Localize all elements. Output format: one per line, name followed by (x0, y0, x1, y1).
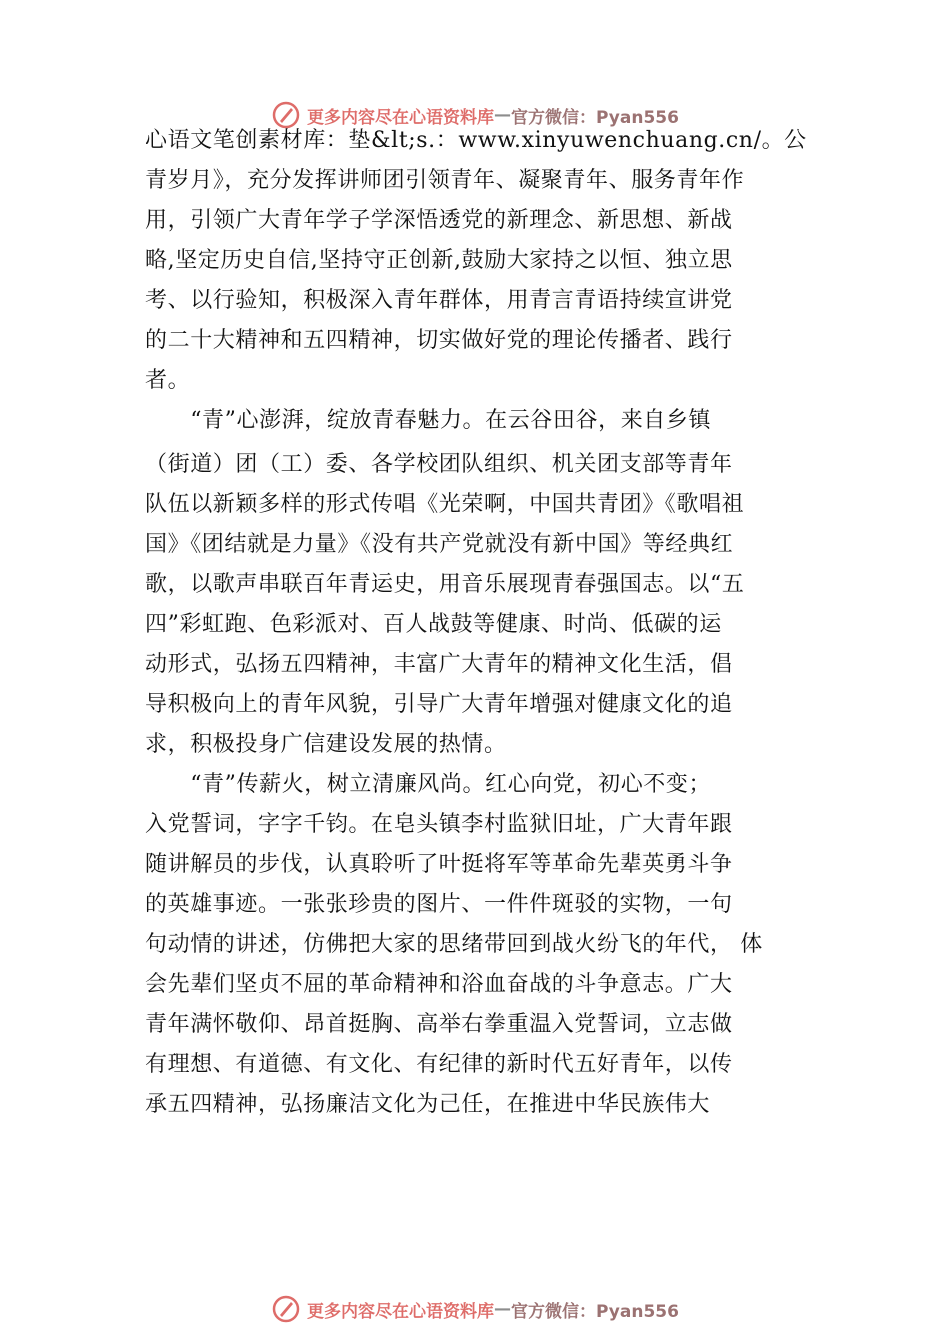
text-line: 歌，以歌声串联百年青运史，用音乐展现青春强国志。以“五 (145, 572, 745, 597)
text-line: 青年满怀敬仰、昂首挺胸、高举右拳重温入党誓词，立志做 (145, 1012, 733, 1037)
watermark-main-text: 更多内容尽在心语资料库 (307, 1301, 495, 1322)
text-line: “青”传薪火，树立清廉风尚。红心向党，初心不变； (145, 772, 712, 797)
text-line: 承五四精神，弘扬廉洁文化为己任，在推进中华民族伟大 (145, 1092, 711, 1117)
text-line: 动形式，弘扬五四精神，丰富广大青年的精神文化生活，倡 (145, 652, 733, 677)
watermark-wechat: 官方微信：Pyan556 (511, 107, 679, 128)
text-line: 导积极向上的青年风貌，引导广大青年增强对健康文化的追 (145, 692, 733, 717)
text-line: （街道）团（工）委、各学校团队组织、机关团支部等青年 (145, 452, 733, 477)
text-line: 考、以行验知，积极深入青年群体，用青言青语持续宣讲党 (145, 288, 733, 313)
text-line: “青”心澎湃，绽放青春魅力。在云谷田⾕，来自乡镇 (145, 408, 712, 433)
text-line: 青岁月》，充分发挥讲师团引领青年、凝聚青年、服务青年作 (145, 168, 745, 193)
text-line: 略,坚定历史自信,坚持守正创新,鼓励大家持之以恒、独立思 (145, 248, 733, 273)
text-line: 四”彩虹跑、色彩派对、百人战鼓等健康、时尚、低碳的运 (145, 612, 722, 637)
watermark-separator: — (494, 1299, 512, 1319)
text-line: 入党誓词，字字千钧。在皂头镇李村监狱旧址，广大青年跟 (145, 812, 733, 837)
text-line: 国》《团结就是力量》《没有共产党就没有新中国》等经典红 (145, 532, 734, 557)
article-body (145, 121, 820, 1125)
text-line: 的英雄事迹。一张张珍贵的图片、一件件斑驳的实物，一句 (145, 892, 733, 917)
text-line: 者。 (145, 368, 191, 393)
text-line: 句动情的讲述，仿佛把大家的思绪带回到战火纷飞的年代， 体 (145, 932, 763, 957)
text-line: 用，引领广大青年学子学深悟透党的新理念、新思想、新战 (145, 208, 733, 233)
text-line: 的二十大精神和五四精神，切实做好党的理论传播者、践行 (145, 328, 733, 353)
watermark-main-text: 更多内容尽在心语资料库 (307, 107, 495, 128)
brush-logo-icon (271, 1294, 301, 1324)
watermark-wechat: 官方微信：Pyan556 (511, 1301, 679, 1322)
text-line: 心语文笔创素材库：垫&lt;s.：www.xinyuwenchuang.cn/。公 (145, 128, 807, 153)
text-line: 队伍以新颖多样的形式传唱《光荣啊，中国共青团》《歌唱祖 (145, 492, 745, 517)
text-line: 有理想、有道德、有文化、有纪律的新时代五好青年，以传 (145, 1052, 733, 1077)
text-line: 随讲解员的步伐，认真聆听了叶挺将军等革命先辈英勇斗争 (145, 852, 733, 877)
text-line: 求，积极投身广信建设发展的热情。 (145, 732, 507, 757)
watermark-footer (0, 1294, 950, 1324)
text-line: 会先辈们坚贞不屈的革命精神和浴血奋战的斗争意志。广大 (145, 972, 733, 997)
watermark-separator: — (494, 105, 512, 125)
